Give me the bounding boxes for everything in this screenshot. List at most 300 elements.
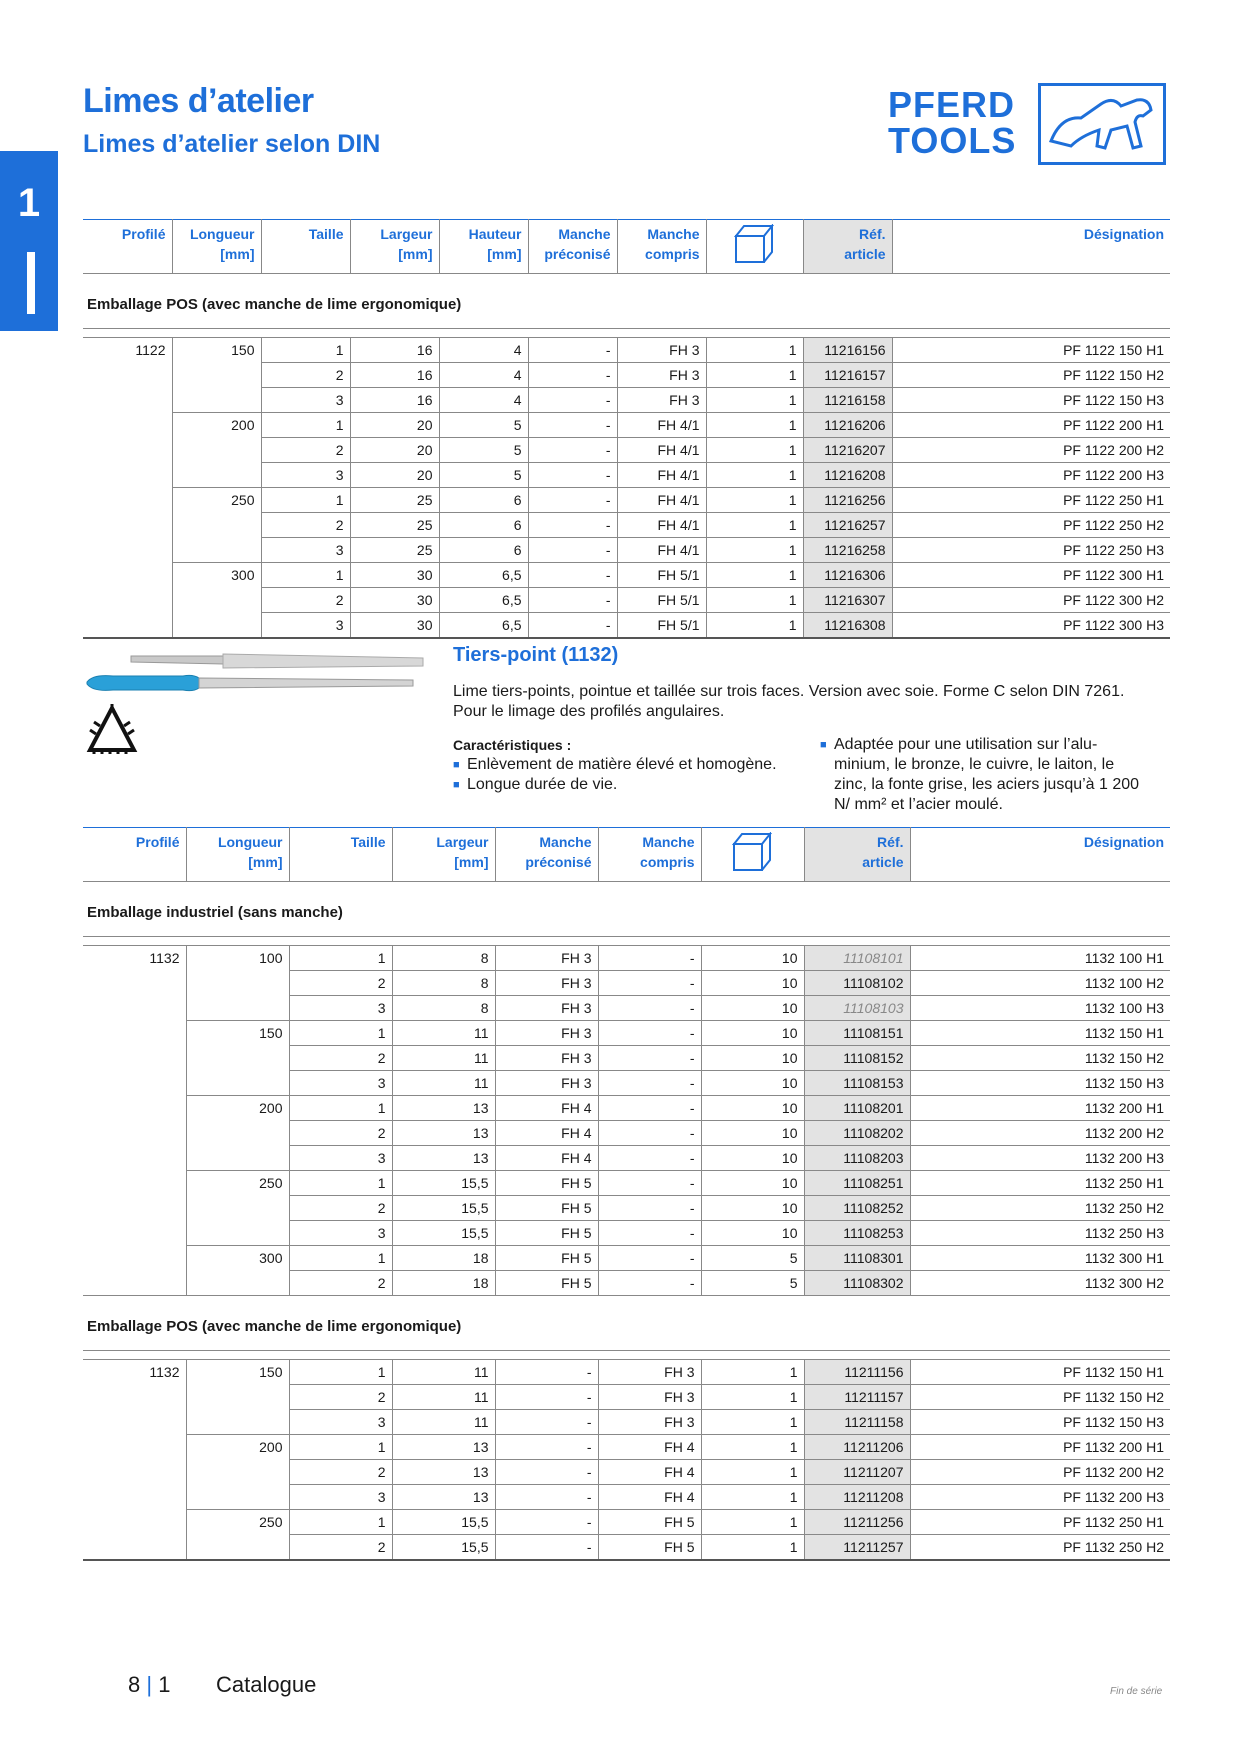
table-cell: 30 — [350, 613, 439, 639]
table-row — [83, 1510, 1170, 1535]
table-header-row — [83, 828, 1170, 882]
table-cell: FH 3 — [598, 1410, 701, 1435]
col-size: Taille — [289, 828, 392, 882]
table-cell: 13 — [392, 1121, 495, 1146]
table-cell — [172, 463, 261, 488]
table-cell: 3 — [289, 1410, 392, 1435]
table-cell: 11211158 — [804, 1410, 910, 1435]
table-cell: 20 — [350, 463, 439, 488]
table-cell: 11108201 — [804, 1096, 910, 1121]
table-cell: 11108302 — [804, 1271, 910, 1296]
table-cell: - — [598, 1071, 701, 1096]
table-cell: 2 — [261, 363, 350, 388]
logo-line-1: PFERD — [888, 84, 1016, 125]
table-cell: 3 — [261, 538, 350, 563]
table-header-row — [83, 220, 1170, 274]
table-cell: 2 — [261, 588, 350, 613]
table-cell: 16 — [350, 338, 439, 363]
file-product-image — [83, 648, 443, 698]
table-cell — [83, 1271, 186, 1296]
table-cell: 1132 200 H1 — [910, 1096, 1170, 1121]
table-cell — [186, 1121, 289, 1146]
product-description: Lime tiers-points, pointue et taillée sur trois faces. Version avec soie. Forme C selon DIN 7261. Pour le limage des profilés angulaires. — [453, 683, 1125, 720]
bullet-icon: ■ — [453, 759, 460, 771]
features-list — [453, 735, 813, 795]
table-row — [83, 1046, 1170, 1071]
table-cell: - — [598, 1021, 701, 1046]
table-cell: 1 — [701, 1435, 804, 1460]
table-cell: 1132 150 H1 — [910, 1021, 1170, 1046]
table-cell: - — [528, 363, 617, 388]
table-cell: 5 — [701, 1271, 804, 1296]
table-cell: 16 — [350, 388, 439, 413]
footer-separator: | — [146, 1672, 153, 1697]
table-cell — [83, 1096, 186, 1121]
table-cell: 3 — [289, 1485, 392, 1510]
table-cell: FH 5 — [598, 1535, 701, 1561]
table-cell: - — [598, 1246, 701, 1271]
table-row — [83, 1460, 1170, 1485]
table-cell — [83, 996, 186, 1021]
table-cell — [172, 538, 261, 563]
table-cell: 11216156 — [803, 338, 892, 363]
table-cell: 1 — [706, 613, 803, 639]
col-width: Largeur [mm] — [350, 220, 439, 274]
table-cell: 18 — [392, 1246, 495, 1271]
table-cell: 300 — [186, 1246, 289, 1271]
col-designation: Désignation — [910, 828, 1170, 882]
table-cell: 3 — [261, 388, 350, 413]
table-cell — [83, 1485, 186, 1510]
table-row — [83, 413, 1170, 438]
table-cell — [83, 438, 172, 463]
table-cell: 1 — [706, 513, 803, 538]
feature-item: ■ Longue durée de vie. — [453, 776, 618, 793]
table-cell: 1 — [261, 563, 350, 588]
table-cell — [83, 1071, 186, 1096]
table-cell: 11 — [392, 1046, 495, 1071]
table-cell: PF 1132 200 H2 — [910, 1460, 1170, 1485]
table-cell: FH 3 — [495, 996, 598, 1021]
table-cell: FH 3 — [617, 338, 706, 363]
table-cell: PF 1122 200 H2 — [892, 438, 1170, 463]
table-cell: PF 1132 200 H3 — [910, 1485, 1170, 1510]
table-cell: PF 1122 150 H2 — [892, 363, 1170, 388]
table-cell: 25 — [350, 488, 439, 513]
table-row — [83, 1171, 1170, 1196]
table-cell: 1132 — [83, 1360, 186, 1385]
table-cell: FH 3 — [495, 1046, 598, 1071]
table-cell: 1 — [706, 563, 803, 588]
table-cell: FH 4 — [495, 1121, 598, 1146]
table-cell — [83, 1221, 186, 1246]
table-cell — [83, 1460, 186, 1485]
table-cell: 11108152 — [804, 1046, 910, 1071]
col-ref: Réf. article — [804, 828, 910, 882]
table-cell: FH 4/1 — [617, 438, 706, 463]
table-cell: 10 — [701, 1071, 804, 1096]
table-cell: 13 — [392, 1435, 495, 1460]
table-cell: 1122 — [83, 338, 172, 363]
table-cell: 3 — [289, 1146, 392, 1171]
table-row — [83, 1221, 1170, 1246]
table-cell: PF 1132 150 H2 — [910, 1385, 1170, 1410]
table-cell: PF 1122 300 H1 — [892, 563, 1170, 588]
table-cell: 20 — [350, 438, 439, 463]
table-cell: 250 — [172, 488, 261, 513]
table-cell: 10 — [701, 1021, 804, 1046]
table-cell: 11216158 — [803, 388, 892, 413]
table-row — [83, 1121, 1170, 1146]
table-cell: 5 — [701, 1246, 804, 1271]
table-cell — [186, 1460, 289, 1485]
table-cell: 2 — [289, 1121, 392, 1146]
table-cell: 16 — [350, 363, 439, 388]
table-cell: 5 — [439, 438, 528, 463]
table-cell: 15,5 — [392, 1535, 495, 1561]
table-cell — [83, 513, 172, 538]
table-cell: 250 — [186, 1171, 289, 1196]
table-row — [83, 1410, 1170, 1435]
table-cell: 13 — [392, 1485, 495, 1510]
table-cell: 1 — [701, 1385, 804, 1410]
table-cell: 1132 250 H3 — [910, 1221, 1170, 1246]
table-cell: 11216257 — [803, 513, 892, 538]
feature-item: ■ Enlèvement de matière élevé et homogène. — [453, 756, 777, 773]
table-cell: 1 — [261, 488, 350, 513]
table-cell: 6,5 — [439, 563, 528, 588]
table-cell: - — [598, 1196, 701, 1221]
table-row — [83, 513, 1170, 538]
section-label: Emballage POS (avec manche de lime ergonomique) — [83, 274, 1170, 329]
table-cell: FH 3 — [617, 388, 706, 413]
product-heading: Tiers-point (1132) — [453, 644, 619, 666]
table-cell: 5 — [439, 463, 528, 488]
table-cell: FH 5 — [598, 1510, 701, 1535]
table-cell: PF 1122 250 H2 — [892, 513, 1170, 538]
table-cell: 2 — [289, 1046, 392, 1071]
table-cell: 1 — [706, 413, 803, 438]
table-cell: - — [495, 1485, 598, 1510]
table-cell: 1132 100 H3 — [910, 996, 1170, 1021]
table-cell — [186, 1146, 289, 1171]
table-cell: 1132 150 H2 — [910, 1046, 1170, 1071]
table-cell: PF 1122 300 H2 — [892, 588, 1170, 613]
table-row — [83, 1435, 1170, 1460]
table-row — [83, 1021, 1170, 1046]
table-cell: 6 — [439, 538, 528, 563]
table-cell: 1 — [706, 488, 803, 513]
table-cell: 11108203 — [804, 1146, 910, 1171]
table-cell: 1 — [706, 463, 803, 488]
col-profile: Profilé — [83, 220, 172, 274]
table-row — [83, 1360, 1170, 1385]
bullet-icon: ■ — [453, 779, 460, 791]
package-box-icon — [706, 220, 803, 274]
table-cell: FH 5/1 — [617, 588, 706, 613]
table-cell: FH 4/1 — [617, 513, 706, 538]
table-cell: - — [495, 1460, 598, 1485]
table-row — [83, 363, 1170, 388]
table-cell: 11216307 — [803, 588, 892, 613]
table-cell: 10 — [701, 1096, 804, 1121]
table-cell: 4 — [439, 388, 528, 413]
table-cell: 1 — [289, 1096, 392, 1121]
table-cell: 1 — [289, 1021, 392, 1046]
table-row — [83, 438, 1170, 463]
table-cell: - — [598, 1121, 701, 1146]
table-row — [83, 588, 1170, 613]
table-cell — [186, 1535, 289, 1561]
table-cell: 18 — [392, 1271, 495, 1296]
table-cell — [83, 1171, 186, 1196]
table-cell: 11211207 — [804, 1460, 910, 1485]
table-cell: FH 5/1 — [617, 563, 706, 588]
table-cell: PF 1122 200 H3 — [892, 463, 1170, 488]
table-cell: FH 3 — [495, 1021, 598, 1046]
table-cell: 1 — [261, 413, 350, 438]
table-row — [83, 971, 1170, 996]
table-cell: 10 — [701, 1171, 804, 1196]
table-cell: FH 3 — [598, 1385, 701, 1410]
table-cell: 11108301 — [804, 1246, 910, 1271]
table-cell: 11 — [392, 1021, 495, 1046]
table-cell: 6,5 — [439, 613, 528, 639]
table-cell: 100 — [186, 946, 289, 971]
table-cell: 11211156 — [804, 1360, 910, 1385]
table-cell: FH 4/1 — [617, 538, 706, 563]
col-ref: Réf. article — [803, 220, 892, 274]
table-cell: 1132 300 H2 — [910, 1271, 1170, 1296]
table-row — [83, 463, 1170, 488]
table-cell: 2 — [289, 1460, 392, 1485]
chapter-tab — [0, 151, 58, 331]
table-cell: 11 — [392, 1410, 495, 1435]
spacer-row — [83, 329, 1170, 338]
table-cell: 11108251 — [804, 1171, 910, 1196]
table-cell: 1132 150 H3 — [910, 1071, 1170, 1096]
table-cell: 5 — [439, 413, 528, 438]
table-cell: 2 — [289, 1196, 392, 1221]
table-cell: 1132 300 H1 — [910, 1246, 1170, 1271]
table-cell: FH 4 — [495, 1146, 598, 1171]
page-title: Limes d’atelier — [83, 82, 314, 120]
product-table-1132 — [83, 827, 1170, 1561]
table-cell: 11108252 — [804, 1196, 910, 1221]
table-cell: 1 — [289, 1435, 392, 1460]
table-cell — [83, 1196, 186, 1221]
table-cell: - — [598, 1146, 701, 1171]
table-cell: 1132 200 H3 — [910, 1146, 1170, 1171]
file-icon — [27, 252, 35, 314]
table-cell: FH 5 — [495, 1171, 598, 1196]
col-handle-included: Manche compris — [617, 220, 706, 274]
section-row — [83, 274, 1170, 329]
table-row — [83, 488, 1170, 513]
table-cell — [83, 588, 172, 613]
table-cell — [186, 996, 289, 1021]
table-cell: PF 1132 150 H3 — [910, 1410, 1170, 1435]
table-cell: - — [598, 1221, 701, 1246]
table-cell: PF 1122 200 H1 — [892, 413, 1170, 438]
table-cell — [83, 971, 186, 996]
table-cell: 10 — [701, 1221, 804, 1246]
table-cell: 15,5 — [392, 1221, 495, 1246]
col-width: Largeur [mm] — [392, 828, 495, 882]
table-cell: - — [528, 463, 617, 488]
table-row — [83, 1535, 1170, 1561]
table-cell: 10 — [701, 1046, 804, 1071]
table-cell: FH 4 — [495, 1096, 598, 1121]
table-cell: - — [528, 338, 617, 363]
table-cell — [83, 538, 172, 563]
table-cell: FH 3 — [495, 971, 598, 996]
table-row — [83, 538, 1170, 563]
table-cell: 1 — [289, 1246, 392, 1271]
table-cell — [83, 1021, 186, 1046]
table-cell: 11 — [392, 1071, 495, 1096]
table-row — [83, 1485, 1170, 1510]
table-cell: 3 — [289, 1221, 392, 1246]
table-cell: 11216306 — [803, 563, 892, 588]
table-cell — [83, 1510, 186, 1535]
section-label: Emballage industriel (sans manche) — [83, 882, 1170, 937]
table-cell: 11108103 — [804, 996, 910, 1021]
table-cell: - — [528, 388, 617, 413]
page-subtitle: Limes d’atelier selon DIN — [83, 130, 381, 158]
chapter-number: 1 — [17, 181, 41, 225]
table-cell — [83, 1410, 186, 1435]
table-cell: PF 1132 250 H2 — [910, 1535, 1170, 1561]
table-row — [83, 1096, 1170, 1121]
table-cell: 11216206 — [803, 413, 892, 438]
table-row — [83, 338, 1170, 363]
features-list-right — [820, 735, 1150, 815]
table-cell: PF 1122 250 H3 — [892, 538, 1170, 563]
product-table-1122 — [83, 219, 1170, 639]
table-cell: - — [598, 1046, 701, 1071]
table-cell: FH 5 — [495, 1196, 598, 1221]
table-cell — [186, 1221, 289, 1246]
table-cell — [83, 488, 172, 513]
table-row — [83, 996, 1170, 1021]
table-cell: 10 — [701, 1146, 804, 1171]
bullet-icon: ■ — [820, 739, 827, 751]
table-cell: 1132 250 H2 — [910, 1196, 1170, 1221]
table-cell: 11216207 — [803, 438, 892, 463]
table-cell — [83, 1385, 186, 1410]
col-profile: Profilé — [83, 828, 186, 882]
table-cell: 1 — [706, 363, 803, 388]
table-cell: - — [528, 563, 617, 588]
table-cell: 25 — [350, 513, 439, 538]
table-cell: 2 — [289, 1385, 392, 1410]
table-cell — [172, 363, 261, 388]
col-handle-recommended: Manche préconisé — [528, 220, 617, 274]
table-cell: 1 — [289, 946, 392, 971]
end-of-series-note: Fin de série — [1110, 1686, 1163, 1697]
table-cell: 11211256 — [804, 1510, 910, 1535]
table-cell: FH 4 — [598, 1460, 701, 1485]
table-cell: - — [598, 1171, 701, 1196]
table-cell — [172, 438, 261, 463]
table-cell: 2 — [289, 971, 392, 996]
table-row — [83, 613, 1170, 639]
table-cell: 1 — [701, 1485, 804, 1510]
table-cell: 3 — [261, 463, 350, 488]
feature-item: ■ Adaptée pour une utilisation sur l’alu-minium, le bronze, le cuivre, le laiton, le zinc, la fonte grise, les aciers jusqu’à 1 200 N/ mm² et l’acier moulé. — [820, 736, 1140, 813]
table-cell — [172, 388, 261, 413]
table-cell: 1132 — [83, 946, 186, 971]
table-cell: - — [528, 488, 617, 513]
table-cell: 1 — [701, 1535, 804, 1561]
table-cell: 11 — [392, 1385, 495, 1410]
table-cell: 3 — [289, 1071, 392, 1096]
table-cell — [186, 1196, 289, 1221]
logo-line-2: TOOLS — [888, 120, 1017, 161]
table-cell: 11216256 — [803, 488, 892, 513]
table-cell — [172, 513, 261, 538]
table-cell: 15,5 — [392, 1510, 495, 1535]
table-cell — [83, 613, 172, 639]
table-cell: 1 — [289, 1171, 392, 1196]
horse-icon — [1038, 83, 1166, 165]
table-cell: 1 — [701, 1360, 804, 1385]
table-cell: FH 4/1 — [617, 413, 706, 438]
table-cell: 1132 250 H1 — [910, 1171, 1170, 1196]
table-cell — [186, 1071, 289, 1096]
table-cell: 8 — [392, 946, 495, 971]
table-cell: 11 — [392, 1360, 495, 1385]
table-cell: 1 — [701, 1510, 804, 1535]
table-cell: PF 1132 250 H1 — [910, 1510, 1170, 1535]
table-cell: 11216208 — [803, 463, 892, 488]
table-cell: 2 — [261, 513, 350, 538]
table-cell: 15,5 — [392, 1196, 495, 1221]
table-cell — [83, 413, 172, 438]
table-cell — [83, 563, 172, 588]
table-cell: 30 — [350, 563, 439, 588]
table-cell: 13 — [392, 1146, 495, 1171]
table-cell: 1132 200 H2 — [910, 1121, 1170, 1146]
table-cell: 20 — [350, 413, 439, 438]
table-row — [83, 1271, 1170, 1296]
table-cell — [172, 588, 261, 613]
table-cell: FH 3 — [598, 1360, 701, 1385]
table-cell: 10 — [701, 996, 804, 1021]
table-cell — [83, 1435, 186, 1460]
table-cell: PF 1122 150 H3 — [892, 388, 1170, 413]
table-cell: 1 — [701, 1410, 804, 1435]
table-cell — [186, 1271, 289, 1296]
table-cell: 200 — [186, 1096, 289, 1121]
table-cell: FH 5/1 — [617, 613, 706, 639]
table-cell — [83, 463, 172, 488]
table-cell: 1 — [706, 438, 803, 463]
table-cell — [186, 1046, 289, 1071]
table-cell: 1 — [289, 1510, 392, 1535]
section-row — [83, 882, 1170, 937]
table-cell: 1132 100 H2 — [910, 971, 1170, 996]
col-length: Longueur [mm] — [172, 220, 261, 274]
table-cell: 1 — [706, 338, 803, 363]
section-row — [83, 1296, 1170, 1351]
table-cell: 11216157 — [803, 363, 892, 388]
page-footer — [128, 1672, 317, 1698]
table-cell: 3 — [261, 613, 350, 639]
table-cell — [186, 971, 289, 996]
table-cell: 250 — [186, 1510, 289, 1535]
